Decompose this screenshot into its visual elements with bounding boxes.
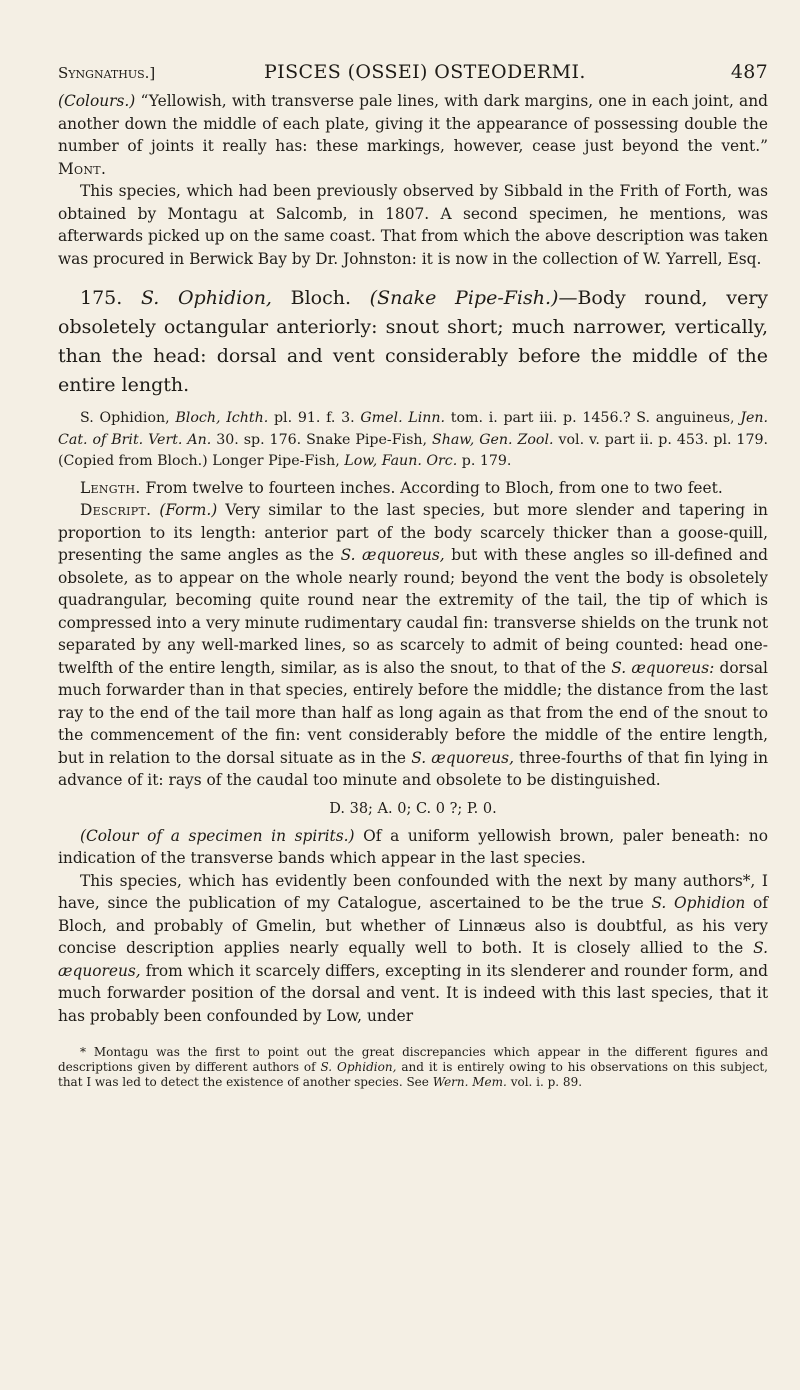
- discussion-species-2: S. æquoreus,: [58, 939, 768, 980]
- species-heading: [58, 284, 768, 400]
- colour-specimen-paragraph: [58, 825, 768, 870]
- synonym-4-ref: Shaw, Gen. Zool.: [431, 431, 554, 448]
- synonym-2-rest: tom. i. part iii. p. 1456.? S. anguineus,: [450, 410, 735, 426]
- discussion-text-2: of Bloch, and probably of Gmelin, but whether of Linnæus also is doubtful, as his very concise description applies nearly equally well to both. It is closely allied to the: [58, 894, 768, 957]
- species-authority: Bloch.: [290, 287, 352, 309]
- footnote-species: S. Ophidion,: [320, 1060, 397, 1074]
- synonym-1-rest: pl. 91. f. 3.: [273, 410, 355, 426]
- header-genus: Syngnathus.]: [58, 64, 156, 82]
- length-label: Length.: [80, 478, 141, 497]
- species-number: 175.: [80, 287, 123, 309]
- history-paragraph: This species, which had been previously observed by Sibbald in the Frith of Forth, was obtained by Montagu at Salcomb, in 1807. A second specimen, he mentions, was afterwards picked up on the same coast. That from which the above description was taken was procured in Berwick Bay by Dr. Johnston: it is now in the collection of W. Yarrell, Esq.: [58, 182, 768, 268]
- colours-text: “Yellowish, with transverse pale lines, with dark margins, one in each joint, and another down the middle of each plate, giving it the appearance of possessing double the number of joints it really has: these markings, however, cease just beyond the vent.”: [58, 92, 768, 155]
- colour-specimen-text: Of a uniform yellowish brown, paler beneath: no indication of the transverse bands which appear in the last species.: [58, 826, 768, 867]
- synonym-5-ref: Low, Faun. Orc.: [344, 453, 458, 469]
- page-body: [58, 90, 768, 1090]
- description-text-1: Very similar to the last species, but more slender and tapering in proportion to its length: anterior part of the body scarcely thicker than a goose-quill, presenting the same angles as the: [58, 501, 768, 564]
- running-header: [58, 52, 768, 90]
- header-title: PISCES (OSSEI) OSTEODERMI.: [264, 61, 586, 83]
- colours-label: (Colours.): [58, 92, 136, 110]
- synonym-1: S. Ophidion,: [80, 410, 170, 426]
- synonym-4-rest: vol. v. part ii. p. 453. pl. 179. (Copied from Bloch.) Longer Pipe-Fish,: [58, 431, 769, 469]
- length-paragraph: [58, 477, 768, 500]
- discussion-text-3: from which it scarcely differs, excepting in its slenderer and rounder form, and much forwarder position of the dorsal and vent. It is indeed with this last species, that it has probably been confounded by Low, under: [58, 961, 768, 1025]
- species-name: S. Ophidion,: [140, 287, 272, 309]
- footnote: [58, 1045, 768, 1090]
- description-text-4: three-fourths of that fin lying in advance of it: rays of the caudal too minute and obsolete to be distinguished.: [58, 748, 768, 789]
- description-species-3: S. æquoreus,: [411, 748, 514, 767]
- description-text-3: dorsal much forwarder than in that species, entirely before the middle; the distance from the last ray to the end of the tail more than half as long again as that from the end of the snout to the commencement of the fin: vent considerably before the middle of the entire length, but in relation to the dorsal situate as in the: [58, 658, 768, 767]
- description-species-2: S. æquoreus:: [611, 658, 715, 677]
- colours-paragraph: [58, 90, 768, 180]
- species-common-name: (Snake Pipe-Fish.): [369, 287, 559, 309]
- fin-formula: D. 38; A. 0; C. 0 ?; P. 0.: [329, 800, 497, 817]
- synonym-5-rest: p. 179.: [461, 453, 512, 469]
- colour-specimen-label: (Colour of a specimen in spirits.): [80, 826, 355, 845]
- page-number: 487: [730, 61, 768, 83]
- length-text: From twelve to fourteen inches. According to Bloch, from one to two feet.: [145, 478, 723, 497]
- synonym-1-ref: Bloch, Ichth.: [175, 410, 269, 426]
- discussion-species-1: S. Ophidion: [651, 894, 746, 912]
- synonym-3-rest: 30. sp. 176. Snake Pipe-Fish,: [216, 431, 428, 448]
- description-text-2: but with these angles so ill-defined and obsolete, as to appear on the whole nearly round; beyond the vent the body is obsoletely quadrangular, becoming quite round near the extremity of the tail, the tip of which is compressed into a very minute rudimentary caudal fin: transverse shields on the trunk not separated by any well-marked lines, so as scarcely to admit of being counted: head one-twelfth of the entire length, similar, as is also the snout, to that of the: [58, 546, 768, 677]
- description-paragraph: [58, 499, 768, 792]
- form-label: (Form.): [159, 501, 218, 519]
- footnote-ref: Wern. Mem.: [432, 1075, 507, 1089]
- footnote-text-3: vol. i. p. 89.: [510, 1075, 583, 1089]
- synonymy: [58, 408, 768, 473]
- discussion-text-1: This species, which has evidently been confounded with the next by many authors*, I have, since the publication of my Catalogue, ascertained to be the true: [58, 871, 768, 912]
- footnote-text-2: and it is entirely owing to his observations on this subject, that I was led to detect the existence of another species. See: [58, 1060, 768, 1089]
- discussion-paragraph: [58, 870, 768, 1028]
- footnote-text-1: * Montagu was the first to point out the great discrepancies which appear in the different figures and descriptions given by different authors of: [58, 1045, 768, 1074]
- colours-author: Mont.: [58, 159, 107, 178]
- description-species-1: S. æquoreus,: [340, 546, 445, 564]
- species-diagnosis: —Body round, very obsoletely octangular anteriorly: snout short; much narrower, vertically, than the head: dorsal and vent considerably before the middle of the entire length.: [58, 287, 769, 396]
- synonym-3-ref: Jen. Cat. of Brit. Vert. An.: [58, 410, 769, 448]
- synonym-2-ref: Gmel. Linn.: [360, 410, 446, 426]
- description-label: Descript.: [80, 501, 152, 519]
